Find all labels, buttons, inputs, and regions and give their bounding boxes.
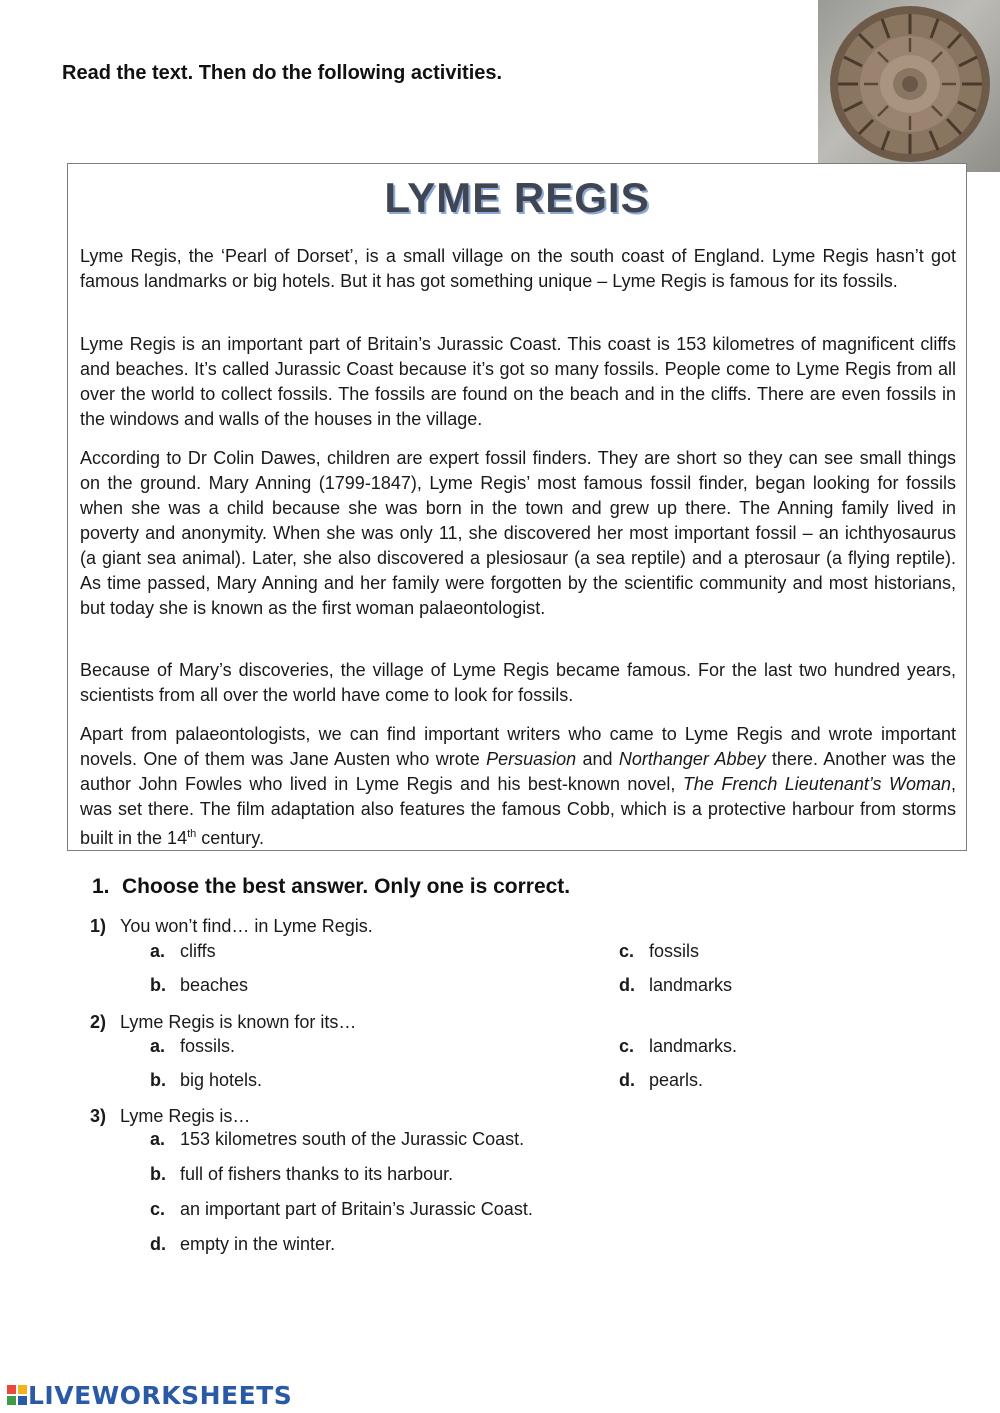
question-1-option-c[interactable]: c. fossils <box>619 941 700 961</box>
question-2-option-d[interactable]: d. pearls. <box>619 1070 704 1090</box>
ammonite-fossil-image <box>818 0 1000 172</box>
question-3-stem: 3) Lyme Regis is… <box>90 1106 251 1126</box>
liveworksheets-logo-icon <box>6 1383 28 1407</box>
instruction-heading: Read the text. Then do the following activities. <box>62 62 503 84</box>
question-2-option-a[interactable]: a. fossils. <box>150 1036 236 1056</box>
exercise-title: 1. Choose the best answer. Only one is correct. <box>92 875 571 898</box>
question-1-option-a[interactable]: a. cliffs <box>150 941 216 961</box>
paragraph-5: Apart from palaeontologists, we can find important writers who came to Lyme Regis and wrote important novels. One of them was Jane Austen who wrote Persuasion and Northanger Abbey there. Another was the author John Fowles who lived in Lyme Regis and his best-known novel, The French Lieutenant’s Woman, was set there. The film adaptation also features the famous Cobb, which is a protective harbour from storms built in the 14th century. <box>80 724 957 848</box>
book-title-persuasion: Persuasion <box>486 749 577 769</box>
question-3-option-b[interactable]: b. full of fishers thanks to its harbour. <box>150 1164 454 1184</box>
paragraph-4: Because of Mary’s discoveries, the village of Lyme Regis became famous. For the last two hundred years, scientists from all over the world have come to look for fossils. <box>80 660 956 705</box>
book-title-northanger-abbey: Northanger Abbey <box>618 749 766 769</box>
liveworksheets-logo[interactable] <box>6 1381 292 1409</box>
question-2-option-c[interactable]: c. landmarks. <box>619 1036 738 1056</box>
reading-title: LYME REGIS <box>384 174 650 221</box>
question-1-option-b[interactable]: b. beaches <box>150 975 249 995</box>
question-1-stem: 1) You won’t find… in Lyme Regis. <box>90 916 373 936</box>
paragraph-1: Lyme Regis, the ‘Pearl of Dorset’, is a small village on the south coast of England. Lyme Regis hasn’t got famous landmarks or big hotels. But it has got something unique – Lyme Regis is famous for its fossils. <box>80 246 956 291</box>
question-3-option-c[interactable]: c. an important part of Britain’s Jurassic Coast. <box>150 1199 533 1219</box>
question-2-option-b[interactable]: b. big hotels. <box>150 1070 263 1090</box>
liveworksheets-logo-text: LIVEWORKSHEETS <box>28 1380 293 1410</box>
reading-text-box <box>67 163 967 851</box>
paragraph-2: Lyme Regis is an important part of Britain’s Jurassic Coast. This coast is 153 kilometres of magnificent cliffs and beaches. It’s called Jurassic Coast because it’s got so many fossils. People come to Lyme Regis from all over the world to collect fossils. The fossils are found on the beach and in the cliffs. There are even fossils in the windows and walls of the houses in the village. <box>80 334 956 429</box>
question-3-option-d[interactable]: d. empty in the winter. <box>150 1234 336 1254</box>
question-1-option-d[interactable]: d. landmarks <box>619 975 733 995</box>
question-3-option-a[interactable]: a. 153 kilometres south of the Jurassic Coast. <box>150 1129 525 1149</box>
paragraph-3: According to Dr Colin Dawes, children are expert fossil finders. They are short so they can see small things on the ground. Mary Anning (1799-1847), Lyme Regis’ most famous fossil finder, began looking for fossils when she was a child because she was born in the town and grew up there. The Anning family lived in poverty and anonymity. When she was only 11, she discovered her most important fossil – an ichthyosaurus (a giant sea animal). Later, she also discovered a plesiosaur (a sea reptile) and a pterosaur (a flying reptile). As time passed, Mary Anning and her family were forgotten by the scientific community and most historians, but today she is known as the first woman palaeontologist. <box>80 448 956 618</box>
book-title-french-lieutenants-woman: The French Lieutenant’s Woman <box>682 774 951 794</box>
question-2-stem: 2) Lyme Regis is known for its… <box>90 1012 357 1032</box>
